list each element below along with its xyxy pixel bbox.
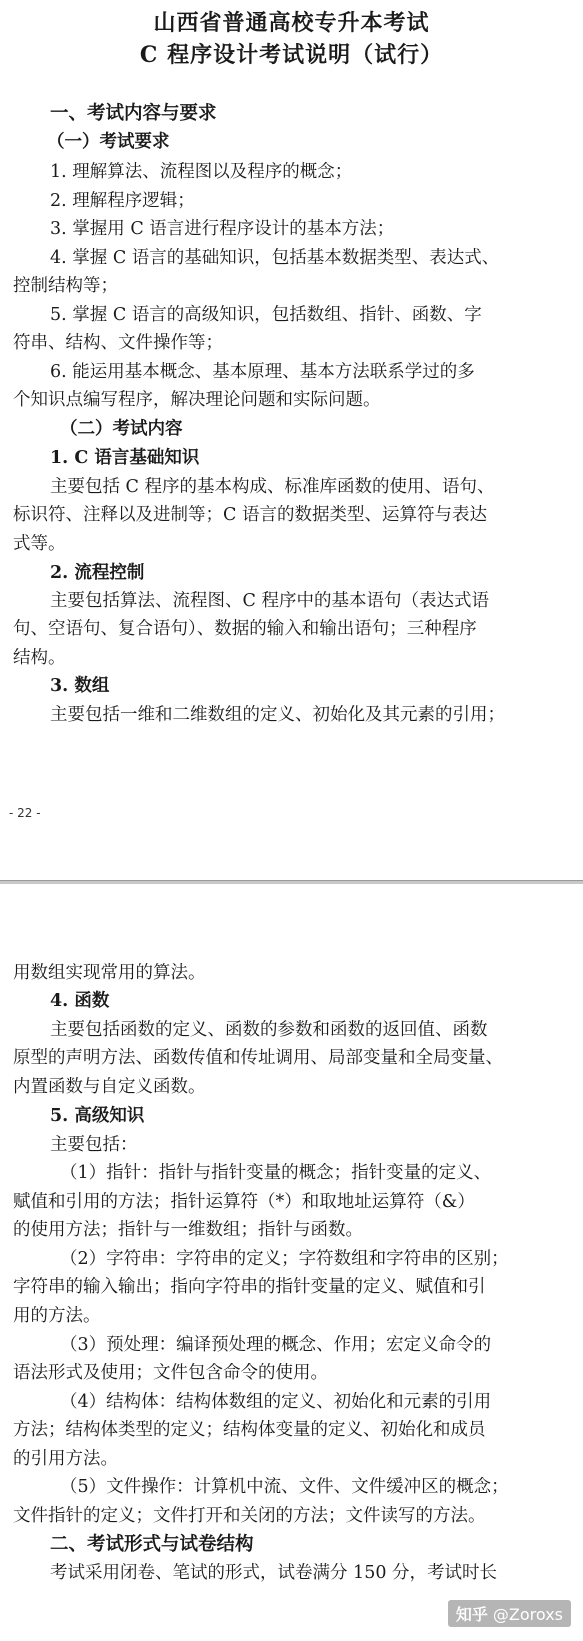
body-text-line: 字符串的输入输出；指向字符串的指针变量的定义、赋值和引 [13, 1277, 486, 1297]
watermark [448, 1600, 571, 1627]
body-text-line: 2. 理解程序逻辑； [50, 191, 195, 211]
body-text-line: 主要包括： [50, 1135, 138, 1155]
subsection-heading: 5. 高级知识 [50, 1106, 145, 1126]
body-text-line: 主要包括一维和二维数组的定义、初始化及其元素的引用； [50, 705, 505, 725]
body-text-line: （5）文件操作：计算机中流、文件、文件缓冲区的概念； [60, 1477, 509, 1497]
page-number: - 22 - [9, 806, 41, 820]
subsection-heading: 2. 流程控制 [50, 563, 145, 583]
body-text-line: 用的方法。 [13, 1306, 101, 1326]
body-text-line: 5. 掌握 C 语言的高级知识，包括数组、指针、函数、字 [50, 305, 482, 325]
subsection-heading: （一）考试要求 [47, 132, 170, 152]
body-text-line: 个知识点编写程序，解决理论问题和实际问题。 [13, 390, 381, 410]
body-text-line: 6. 能运用基本概念、基本原理、基本方法联系学过的多 [50, 362, 475, 382]
body-text-line: 控制结构等； [13, 276, 118, 296]
body-text-line: 考试采用闭卷、笔试的形式，试卷满分 150 分，考试时长 [50, 1563, 498, 1583]
body-text-line: （3）预处理：编译预处理的概念、作用；宏定义命令的 [60, 1335, 492, 1355]
body-text-line: 主要包括 C 程序的基本构成、标准库函数的使用、语句、 [50, 477, 495, 497]
body-text-line: 结构。 [13, 648, 66, 668]
body-text-line: 句、空语句、复合语句）、数据的输入和输出语句；三种程序 [13, 619, 477, 639]
body-text-line: 文件指针的定义；文件打开和关闭的方法；文件读写的方法。 [13, 1506, 486, 1526]
body-text-line: 3. 掌握用 C 语言进行程序设计的基本方法； [50, 219, 395, 239]
document-page-23 [0, 884, 583, 1641]
body-text-line: 标识符、注释以及进制等；C 语言的数据类型、运算符与表达 [13, 505, 487, 525]
body-text-line: 的使用方法；指针与一维数组；指针与函数。 [13, 1220, 363, 1240]
body-text-line: 赋值和引用的方法；指针运算符（*）和取地址运算符（&） [13, 1192, 475, 1212]
watermark-brand: 知乎 [455, 1605, 488, 1624]
section-heading: 二、考试形式与试卷结构 [50, 1534, 254, 1555]
body-text-line: （1）指针：指针与指针变量的概念；指针变量的定义、 [60, 1163, 492, 1183]
body-text-line: 主要包括函数的定义、函数的参数和函数的返回值、函数 [50, 1020, 488, 1040]
subsection-heading: （二）考试内容 [60, 419, 183, 439]
subsection-heading: 1. C 语言基础知识 [50, 448, 200, 468]
subsection-heading: 4. 函数 [50, 991, 110, 1011]
body-text-line: 的引用方法。 [13, 1449, 118, 1469]
section-heading: 一、考试内容与要求 [50, 103, 217, 124]
body-text-line: 4. 掌握 C 语言的基础知识，包括基本数据类型、表达式、 [50, 248, 500, 268]
body-text-line: 1. 理解算法、流程图以及程序的概念； [50, 162, 353, 182]
document-title-line-1: 山西省普通高校专升本考试 [153, 10, 430, 36]
body-text-line: 方法；结构体类型的定义；结构体变量的定义、初始化和成员 [13, 1420, 486, 1440]
body-text-line: 内置函数与自定义函数。 [13, 1077, 206, 1097]
body-text-line: （2）字符串：字符串的定义；字符数组和字符串的区别； [60, 1249, 509, 1269]
body-text-line: 主要包括算法、流程图、C 程序中的基本语句（表达式语 [50, 591, 489, 611]
body-text-line: 用数组实现常用的算法。 [13, 963, 206, 983]
body-text-line: （4）结构体：结构体数组的定义、初始化和元素的引用 [60, 1392, 492, 1412]
body-text-line: 语法形式及使用；文件包含命令的使用。 [13, 1363, 328, 1383]
document-title-line-2: C 程序设计考试说明（试行） [139, 42, 444, 68]
subsection-heading: 3. 数组 [50, 676, 110, 696]
body-text-line: 式等。 [13, 534, 66, 554]
watermark-handle: @Zoroxs [492, 1605, 563, 1624]
body-text-line: 原型的声明方法、函数传值和传址调用、局部变量和全局变量、 [13, 1048, 503, 1068]
body-text-line: 符串、结构、文件操作等； [13, 333, 223, 353]
